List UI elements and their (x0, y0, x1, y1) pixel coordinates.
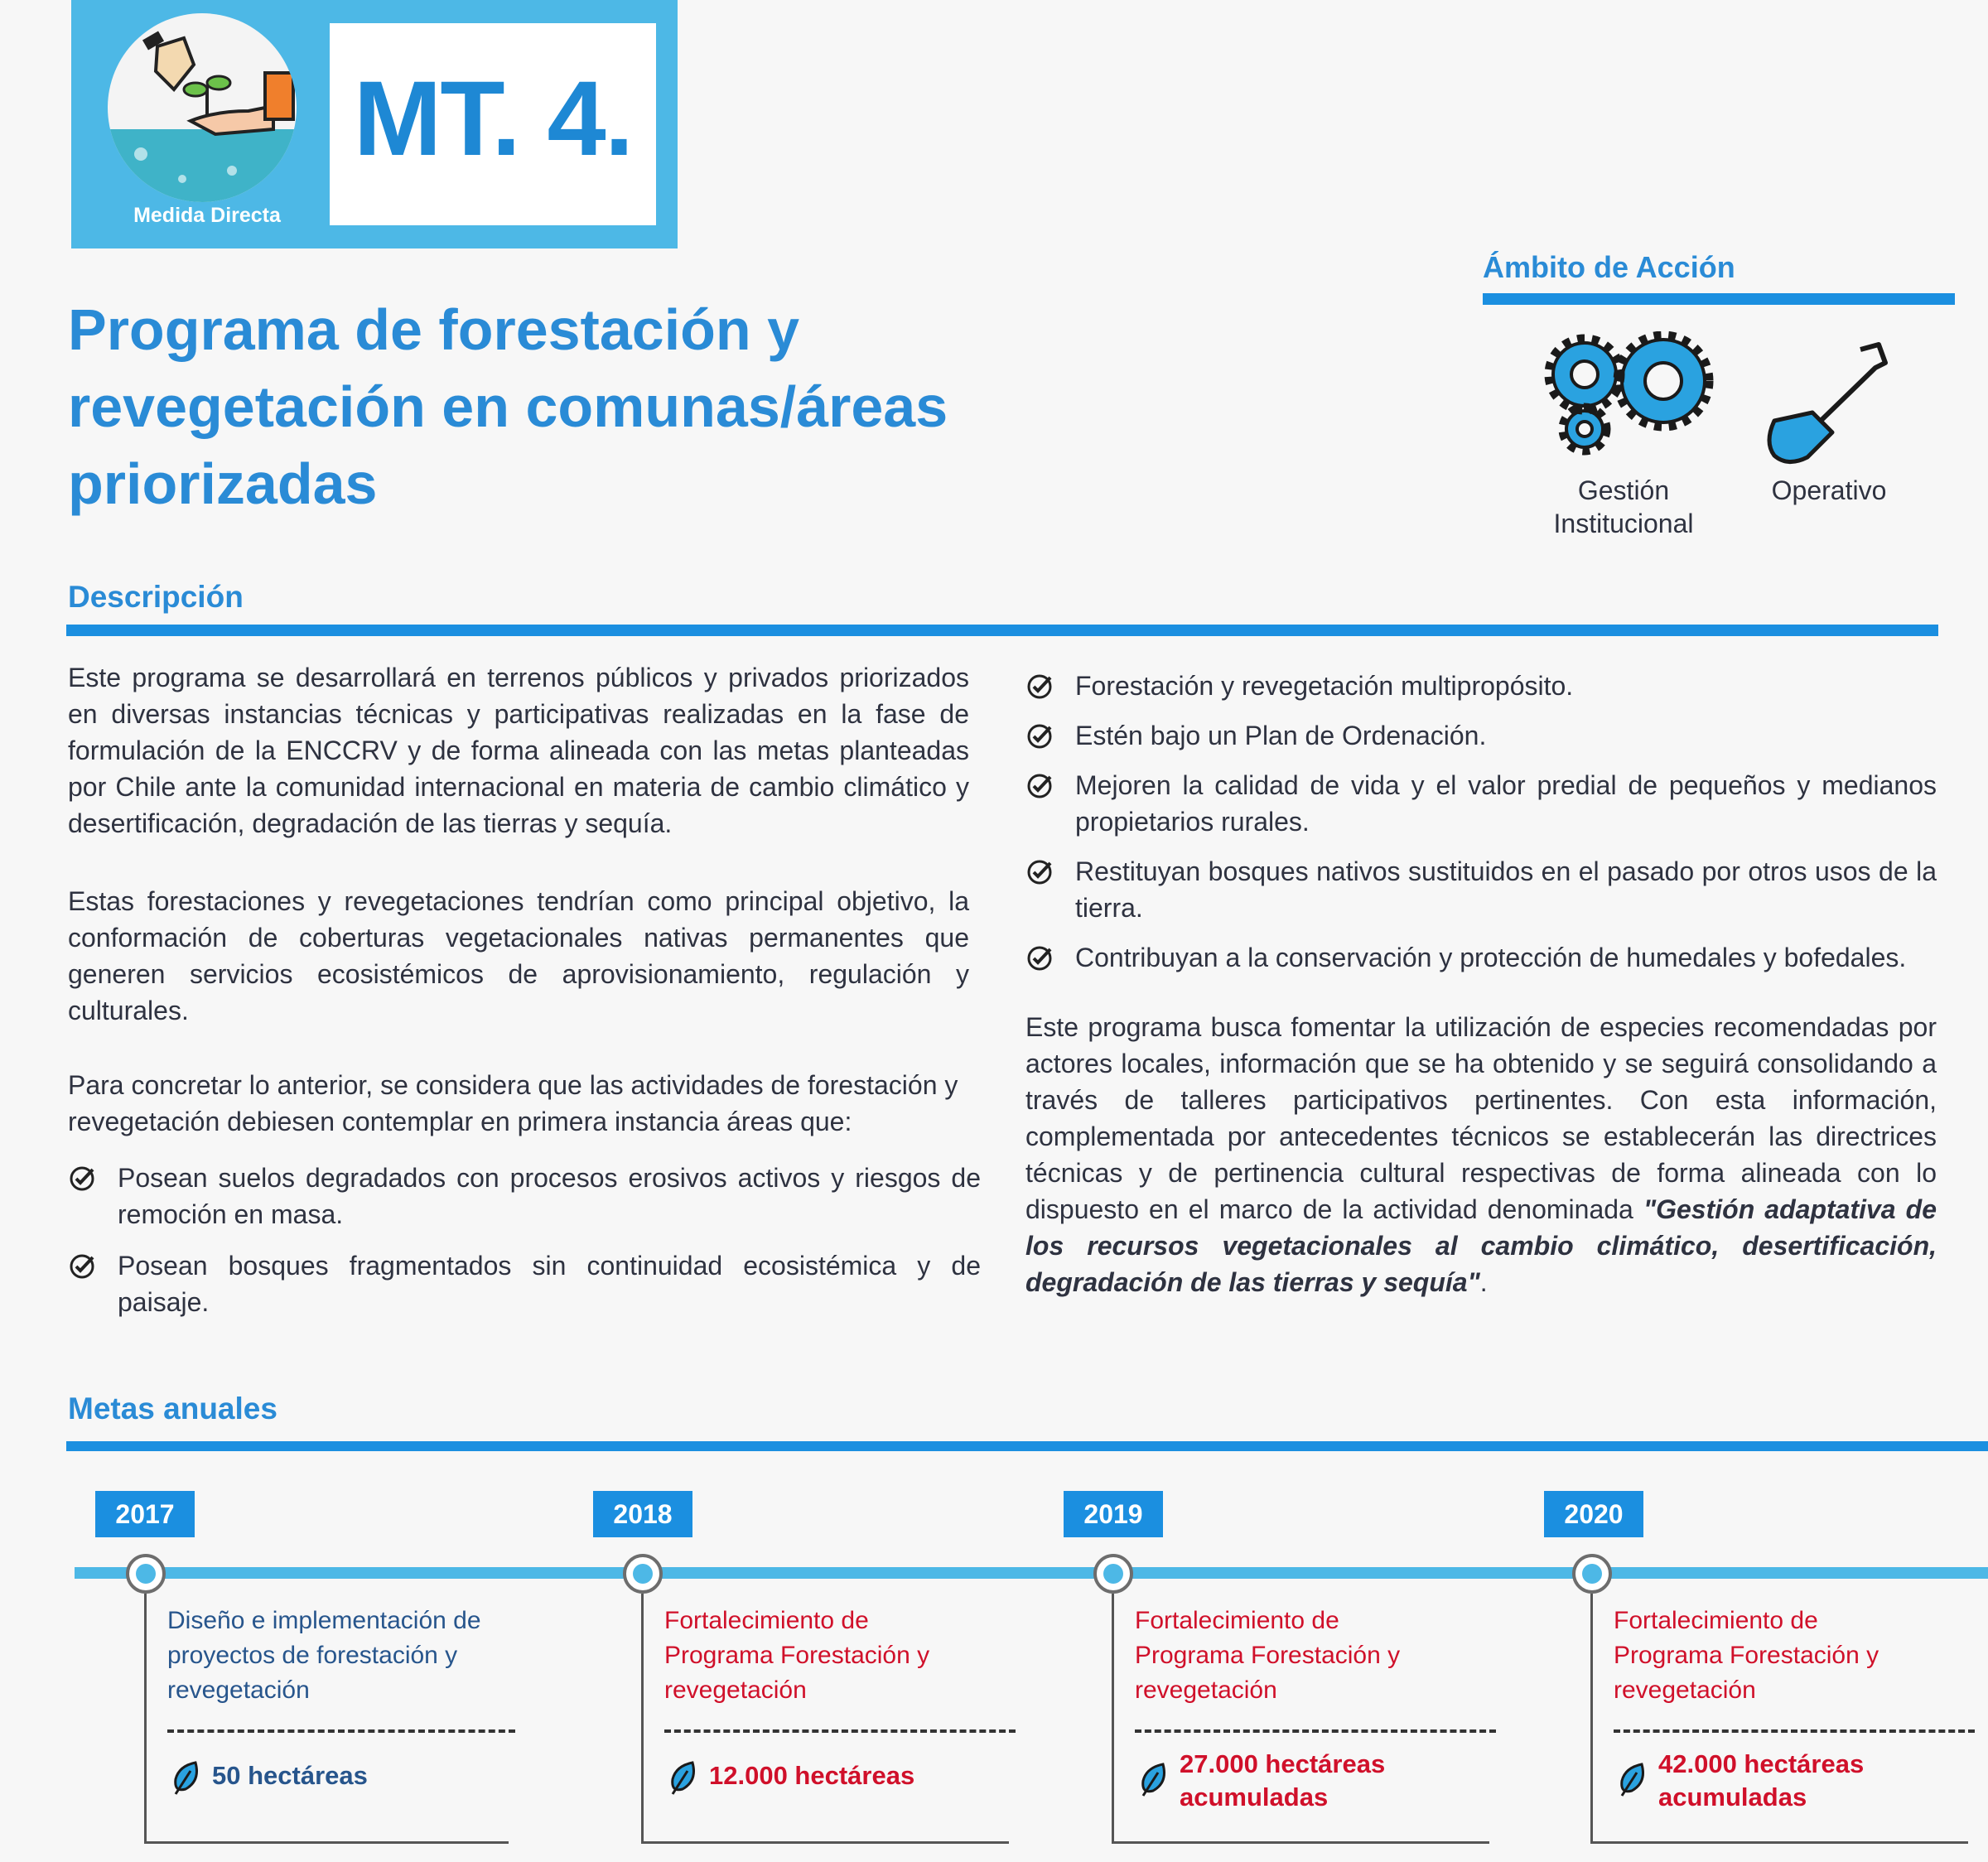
timeline-node (1093, 1554, 1133, 1594)
card-border-bottom (1112, 1841, 1489, 1844)
card-border-left (1112, 1594, 1114, 1844)
list-item (1025, 767, 1937, 840)
milestone-divider (1614, 1729, 1975, 1733)
year-tag: 2017 (95, 1491, 195, 1537)
description-paragraph: Este programa busca fomentar la utilización de especies recomendadas por actores locales, información que se ha obtenido y se seguirá consolidando a través de talleres participativos pertinentes. Con esta información, complementada por antecedentes técnicos se establecerán las directrices técnicas y de pertinencia cultural respectivas de forma alineada con lo dispuesto en el marco de la actividad denominada "Gestión adaptativa de los recursos vegetacionales al cambio climático, desertificación, degradación de las tierras y sequía". (1025, 1012, 1937, 1297)
leaf-icon (171, 1759, 200, 1796)
list-item-text: Restituyan bosques nativos sustituidos en el pasado por otros usos de la tierra. (1075, 856, 1937, 923)
list-item (68, 1247, 981, 1320)
milestone-goal-line: 42.000 hectáreas (1658, 1749, 1865, 1778)
planting-illustration-icon (108, 13, 297, 202)
milestone-goal-line: acumuladas (1658, 1782, 1807, 1811)
timeline-line (75, 1567, 1988, 1579)
check-circle-icon (1025, 944, 1054, 972)
list-item (1025, 853, 1937, 926)
measure-code: MT. 4. (353, 60, 633, 178)
card-border-left (641, 1594, 644, 1844)
leaf-icon (1138, 1761, 1168, 1797)
leaf-icon (668, 1759, 697, 1796)
card-border-left (144, 1594, 147, 1844)
check-circle-icon (1025, 673, 1054, 701)
year-tag: 2018 (593, 1491, 692, 1537)
milestone-description-line: Programa Forestación y (1135, 1642, 1401, 1669)
list-item (1025, 939, 1937, 976)
ambito-label-gestion: Gestión Institucional (1553, 475, 1694, 538)
milestone-description-line: Fortalecimiento de (1135, 1607, 1339, 1634)
milestone-goal-line: 12.000 hectáreas (709, 1761, 915, 1790)
milestone-goal-line: acumuladas (1180, 1782, 1329, 1811)
title-line: Programa de forestación y (68, 297, 800, 362)
milestone-description-line: revegetación (664, 1676, 807, 1704)
milestone-description (664, 1604, 1021, 1708)
check-circle-icon (1025, 772, 1054, 800)
criteria-list-right (1025, 668, 1937, 989)
year-tag: 2019 (1064, 1491, 1163, 1537)
list-item-text: Posean bosques fragmentados sin continuidad ecosistémica y de paisaje. (118, 1251, 981, 1317)
list-item-text: Mejoren la calidad de vida y el valor predial de pequeños y medianos propietarios rurales. (1075, 770, 1937, 837)
list-item-text: Contribuyan a la conservación y protección de humedales y bofedales. (1075, 943, 1907, 972)
timeline-node (623, 1554, 663, 1594)
milestone-goal (1180, 1748, 1496, 1814)
milestone-description-line: Diseño e implementación de (167, 1607, 481, 1634)
page-title (68, 292, 1062, 523)
list-item-text: Forestación y revegetación multipropósito. (1075, 671, 1574, 701)
description-paragraph: Estas forestaciones y revegetaciones tendrían como principal objetivo, la conformación de coberturas vegetacionales nativas permanentes que generen servicios ecosistémicos de aprovisionamiento, regulación y culturales. (68, 886, 969, 1025)
section-title-metas: Metas anuales (68, 1392, 277, 1425)
milestone-description (1135, 1604, 1501, 1708)
title-line: priorizadas (68, 451, 378, 516)
card-border-bottom (144, 1841, 509, 1844)
milestone-description-line: Fortalecimiento de (1614, 1607, 1818, 1634)
check-circle-icon (1025, 858, 1054, 886)
card-border-left (1590, 1594, 1593, 1844)
milestone-divider (664, 1729, 1016, 1733)
milestone-description-line: proyectos de forestación y (167, 1642, 458, 1669)
timeline-node (126, 1554, 166, 1594)
milestone-goal (1658, 1748, 1975, 1814)
milestone-goal (212, 1759, 515, 1792)
milestone-divider (1135, 1729, 1496, 1733)
milestone-description-line: Programa Forestación y (664, 1642, 930, 1669)
milestone-description-line: revegetación (167, 1676, 310, 1704)
milestone-description (1614, 1604, 1980, 1708)
description-paragraph: Este programa se desarrollará en terrenos públicos y privados priorizados en diversas instancias técnicas y participativas realizadas en la fase de formulación de la ENCCRV y de forma alineada con las metas planteadas por Chile ante la comunidad internacional en materia de cambio climático y desertificación, degradación de las tierras y sequía. (68, 663, 969, 838)
section-divider (66, 625, 1938, 636)
card-border-bottom (641, 1841, 1009, 1844)
activity-name: "Gestión adaptativa de los recursos vegetacionales al cambio climático, desertificación, degradación de las tierras y sequía" (1025, 1194, 1937, 1297)
title-line: revegetación en comunas/áreas (68, 374, 948, 439)
gears-icon (1539, 331, 1721, 456)
ambito-label-operativo: Operativo (1771, 475, 1887, 505)
criteria-list-left (68, 1160, 981, 1335)
card-border-bottom (1590, 1841, 1968, 1844)
milestone-goal-line: 50 hectáreas (212, 1761, 368, 1790)
shovel-icon (1763, 335, 1895, 467)
badge-label: Medida Directa (133, 204, 281, 227)
timeline-node (1572, 1554, 1612, 1594)
list-item-text: Posean suelos degradados con procesos erosivos activos y riesgos de remoción en masa. (118, 1163, 981, 1229)
check-circle-icon (68, 1252, 96, 1281)
year-tag: 2020 (1544, 1491, 1643, 1537)
ambito-title: Ámbito de Acción (1483, 250, 1735, 284)
milestone-description-line: Fortalecimiento de (664, 1607, 869, 1634)
milestone-description-line: Programa Forestación y (1614, 1642, 1879, 1669)
check-circle-icon (68, 1165, 96, 1193)
milestone-goal (709, 1759, 1016, 1792)
list-item (68, 1160, 981, 1232)
section-title-descripcion: Descripción (68, 580, 244, 614)
leaf-icon (1617, 1761, 1647, 1797)
section-divider (66, 1441, 1988, 1451)
ambito-divider (1483, 293, 1955, 305)
description-paragraph: Para concretar lo anterior, se considera que las actividades de forestación y revegetación debiesen contemplar en primera instancia áreas que: (68, 1070, 958, 1136)
list-item-text: Estén bajo un Plan de Ordenación. (1075, 721, 1487, 750)
check-circle-icon (1025, 722, 1054, 750)
milestone-description (167, 1604, 520, 1708)
milestone-divider (167, 1729, 515, 1733)
milestone-goal-line: 27.000 hectáreas (1180, 1749, 1386, 1778)
list-item (1025, 668, 1937, 704)
list-item (1025, 717, 1937, 754)
milestone-description-line: revegetación (1135, 1676, 1277, 1704)
milestone-description-line: revegetación (1614, 1676, 1756, 1704)
